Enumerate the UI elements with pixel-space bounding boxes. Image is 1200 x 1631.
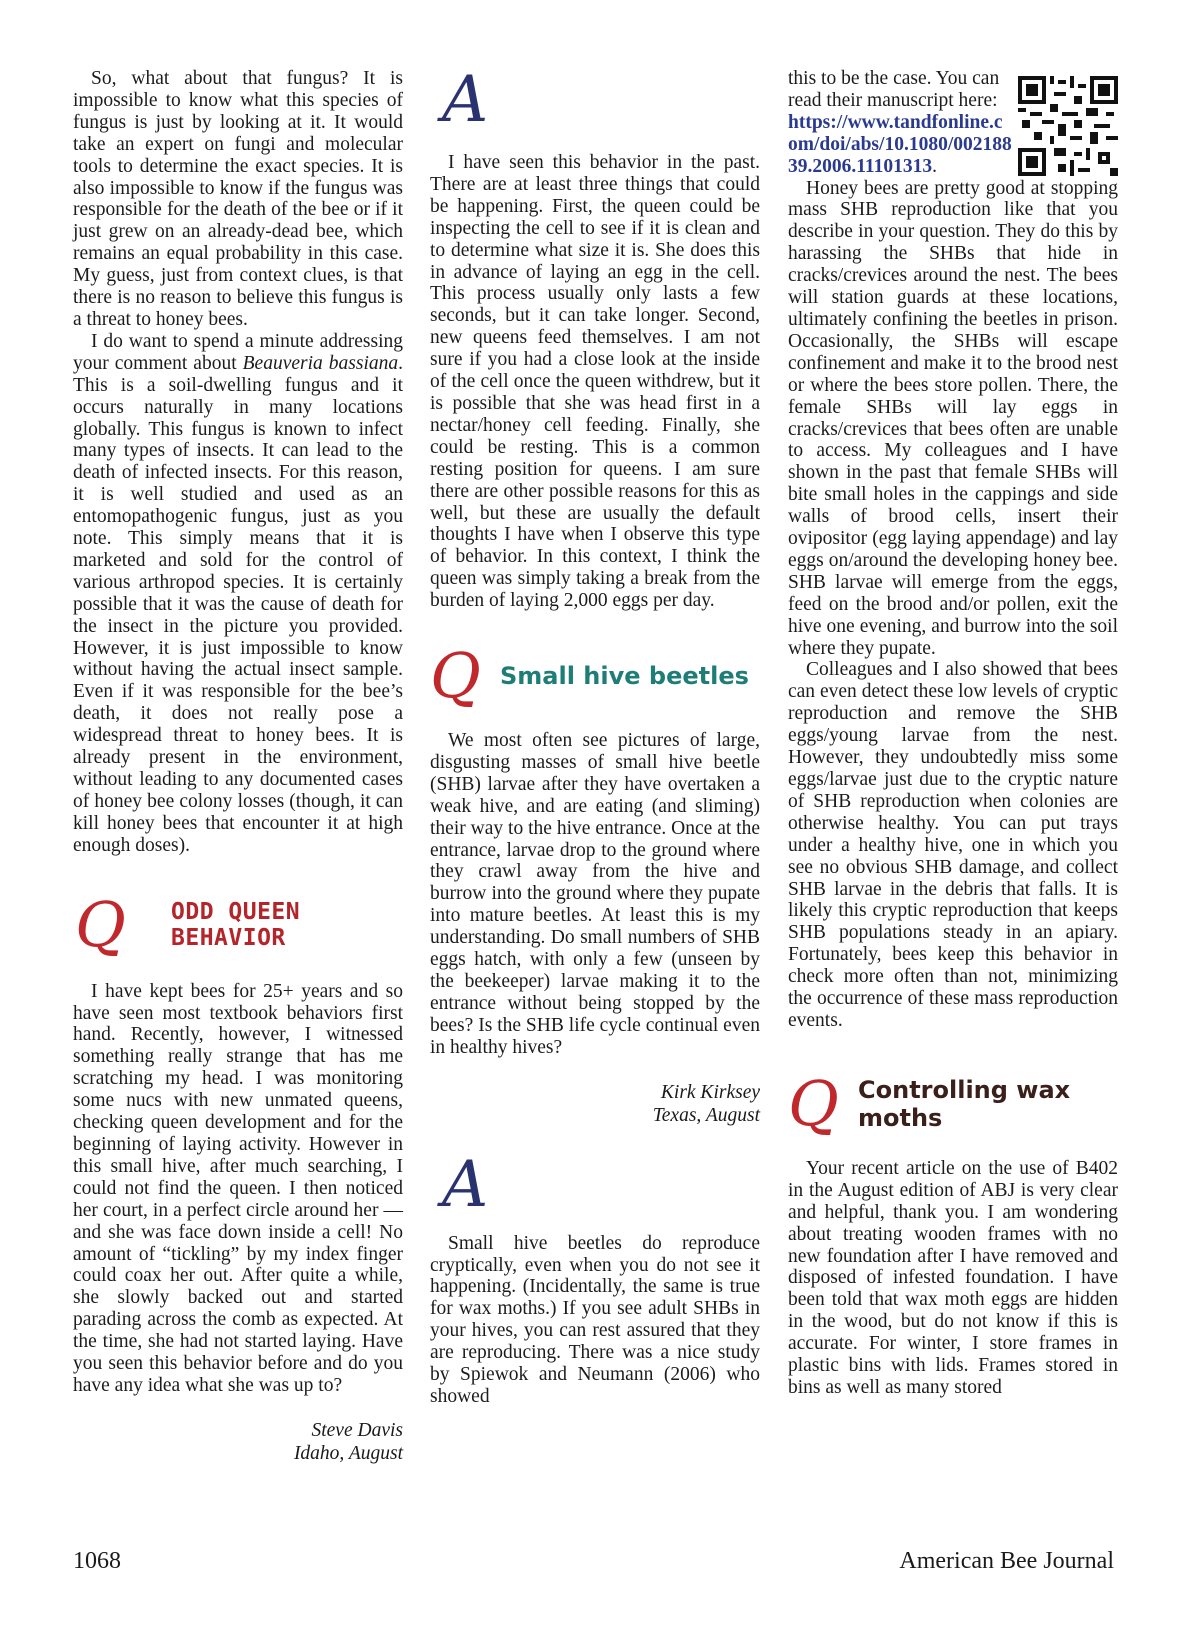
text: . This is a soil-dwelling fungus and it occurs naturally in many locations globally. This fungus is known to infect many types of insects. It can lead to the death of infected insects. For this reason, it is well studied and used as an entomopathogenic fungus, just as you note. This simply means that it is marketed and sold for the control of various arthropod species. It is certainly possible that it was the cause of death for the insect in the picture you provided. However, it is just impossible to know without having the actual insect sample. Even if it was responsible for the bee’s death, it does not really pose a widespread threat to honey bees. It is already present in the environment, without leading to any documented cases of honey bee colony losses (though, it can kill honey bees that encounter it at high enough doses). — [73, 352, 403, 856]
page-number: 1068 — [73, 1548, 121, 1574]
journal-name: American Bee Journal — [899, 1548, 1114, 1574]
qr-code-icon[interactable] — [1018, 76, 1118, 176]
signature-name: Steve Davis — [311, 1419, 403, 1441]
a-mark: A — [442, 1147, 487, 1222]
paragraph-fungus: So, what about that fungus? It is impossible to know what this species of fungus is just by looking at it. It would take an expert on fungi and molecular tools to determine the exact species. It is also impossible to know if the fungus was responsible for the death of the bee or if it just grew on an already-dead bee, which remains an equal probability in this case. My guess, just from context clues, is that there is no reason to believe this fungus is a threat to honey bees. — [73, 68, 403, 330]
q-mark: Q — [788, 1066, 839, 1140]
q-mark: Q — [430, 639, 481, 713]
signature-name: Kirk Kirksey — [660, 1081, 760, 1103]
heading-title: Small hive beetles — [500, 662, 749, 691]
heading-title: Controlling wax moths — [858, 1075, 1071, 1132]
question-text: I have kept bees for 25+ years and so have seen most textbook behaviors first hand. Recently, however, I witnessed something really strange that has me scratching my head. I was monitoring some nucs with new unmated queens, checking queen development and for the beginning of laying activity. However in this small hive, after much searching, I could not find the queen. I then noticed her court, in a perfect circle around her — and she was face down inside a cell! No amount of “tickling” by my index finger could coax her out. After quite a while, she slowly backed out and started parading across the comb as expected. At the time, she had not started laying. Have you seen this behavior before and do you have any idea what she was up to? — [73, 980, 403, 1396]
manuscript-link[interactable]: https://www.tandfonline.com/doi/abs/10.1080/00218839.2006.11101313 — [788, 111, 1012, 177]
paragraph-honey-bees: Honey bees are pretty good at stopping mass SHB reproduction like that you describe in your question. They do this by harassing the SHBs that hide in cracks/crevices around the nest. The bees will station guards at these locations, ultimately confining the beetles in prison. Occasionally, the SHBs will escape confinement and make it to the brood nest or where the bees store pollen. There, the female SHBs will lay eggs in cracks/crevices that bees often are unable to access. My colleagues and I have shown in the past that female SHBs will bite small holes in the cappings and side walls of brood cells, insert their ovipositor (egg laying appendage) and lay eggs on/around the developing honey bee. SHB larvae will emerge from the eggs, feed on the brood and/or pollen, exit the hive one evening, and burrow into the soil where they pupate. — [788, 177, 1118, 659]
answer-text: Small hive beetles do reproduce cryptically, even when you do not see it happening. (Incidentally, the same is true for wax moths.) If you see adult SHBs in your hives, you can rest assured that they are reproducing. There was a nice study by Spiewok and Neumann (2006) who showed — [430, 1232, 760, 1407]
heading-title: ODD QUEEN BEHAVIOR — [171, 898, 301, 951]
question-heading-shb — [430, 639, 760, 713]
a-mark: A — [442, 63, 487, 137]
paragraph-manuscript — [788, 68, 1012, 178]
column-2 — [430, 63, 760, 1408]
q-mark: Q — [75, 887, 126, 961]
column-1 — [73, 68, 403, 1465]
question-text: We most often see pictures of large, disgusting masses of small hive beetle (SHB) larvae after they have overtaken a weak hive, and are eating (and sliming) their way to the hive entrance. Once at the entrance, larvae drop to the ground where they crawl away from the hive and burrow into the ground where they pupate into mature beetles. At least this is my understanding. Do small numbers of SHB eggs hatch, with only a few (unseen by the beekeeper) larvae making it to the entrance without being stopped by the bees? Is the SHB life cycle continual even in healthy hives? — [430, 730, 760, 1058]
paragraph-beauveria — [73, 331, 403, 857]
signature-place: Texas, August — [652, 1104, 760, 1126]
manuscript-link-block — [788, 68, 1118, 178]
question-text: Your recent article on the use of B402 in the August edition of ABJ is very clear and helpful, thank you. I am wondering about treating wooden frames with no new foundation after I have removed and disposed of infested foundation. I have been told that wax moth eggs are hidden in the wood, but do not know if this is accurate. For winter, I store frames in plastic bins with lids. Frames stored in bins as well as many stored — [788, 1157, 1118, 1398]
text: . — [932, 155, 937, 177]
answer-text: I have seen this behavior in the past. There are at least three things that could be happening. First, the queen could be inspecting the cell to see if it is clean and to determine what size it is. She does this in advance of laying an egg in the cell. This process usually only lasts a few seconds, but it can take longer. Second, new queens feed themselves. I am not sure if you had a close look at the inside of the cell once the queen withdrew, but it is possible that she was head first in a nectar/honey cell feeding. Finally, she could be resting. This is a common resting position for queens. I am sure there are other possible reasons for this as well, but these are usually the default thoughts I have when I observe this type of behavior. In this context, I think the queen was simply taking a break from the burden of laying 2,000 eggs per day. — [430, 152, 760, 612]
text: this to be the case. You can read their manuscript here: — [788, 68, 1000, 111]
column-3 — [788, 68, 1118, 1399]
paragraph-colleagues: Colleagues and I also showed that bees can even detect these low levels of cryptic reproduction and remove the SHB eggs/young larvae from the nest. However, they undoubtedly miss some eggs/larvae just due to the cryptic nature of SHB reproduction when colonies are otherwise healthy. You can put trays under a healthy hive, one in which you see no obvious SHB damage, and collect SHB larvae in the debris that falls. It is likely this cryptic reproduction that keeps SHB populations steady in an apiary. Fortunately, bees keep this behavior in check more often than not, minimizing the occurrence of these mass reproduction events. — [788, 659, 1118, 1031]
text: I do want to spend a minute addressing your comment about — [73, 330, 403, 374]
question-heading-wax-moths — [788, 1066, 1118, 1140]
species-name: Beauveria bassiana — [242, 352, 399, 374]
question-heading-odd-queen — [75, 887, 403, 961]
signature-place: Idaho, August — [293, 1442, 403, 1464]
